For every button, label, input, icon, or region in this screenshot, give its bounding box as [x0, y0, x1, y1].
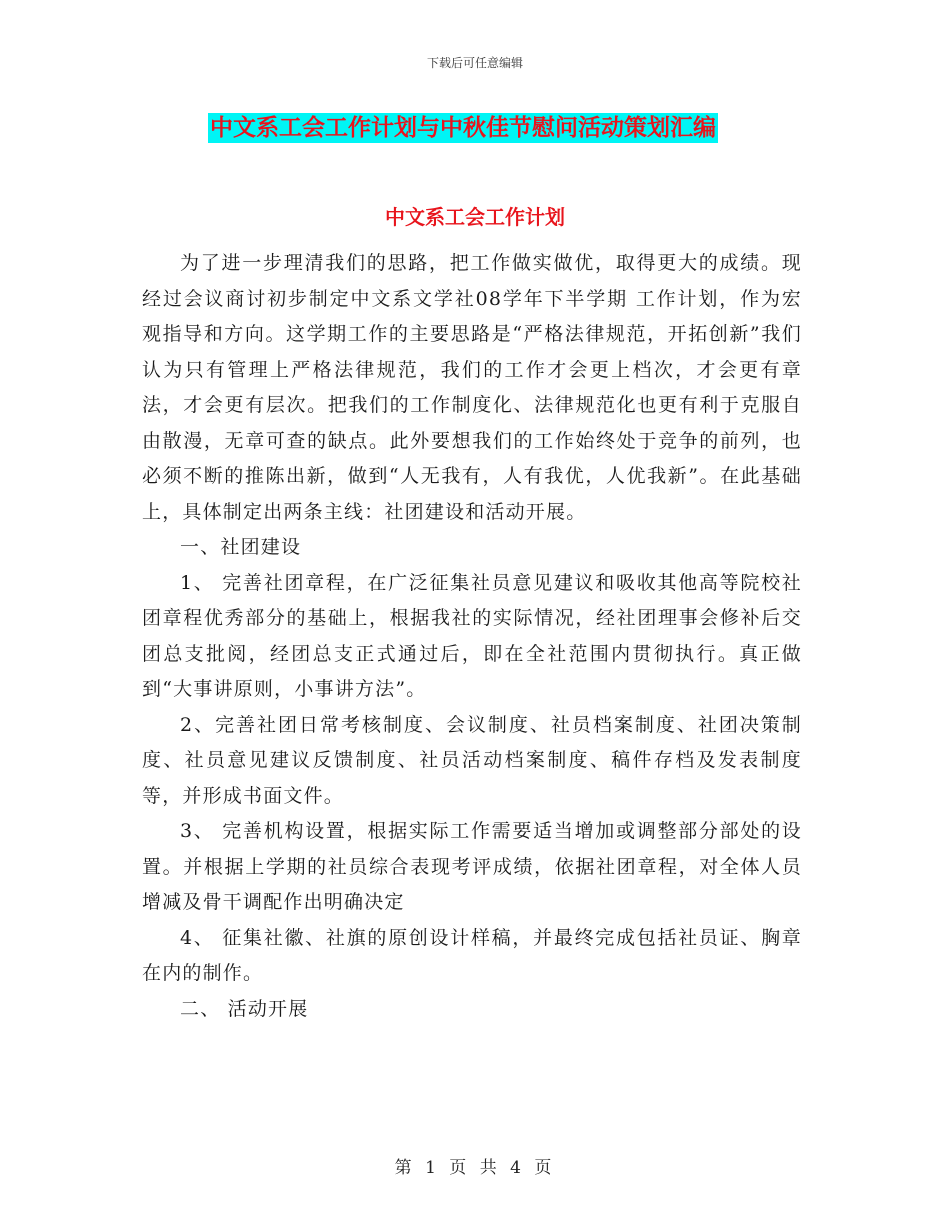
document-body	[142, 246, 802, 1027]
heading-club-building: 一、社团建设	[180, 536, 302, 558]
list-item-3: 3、 完善机构设置，根据实际工作需要适当增加或调整部分部处的设置。并根据上学期的社员综合表现考评成绩，依据社团章程，对全体人员增减及骨干调配作出明确决定	[142, 820, 802, 913]
list-item-1: 1、 完善社团章程，在广泛征集社员意见建议和吸收其他高等院校社团章程优秀部分的基础上，根据我社的实际情况，经社团理事会修补后交团总支批阅，经团总支正式通过后，即在全社范围内贯彻执行。真正做到“大事讲原则，小事讲方法”。	[142, 571, 802, 700]
intro-paragraph: 为了进一步理清我们的思路，把工作做实做优，取得更大的成绩。现经过会议商讨初步制定中文系文学社08学年下半学期 工作计划，作为宏观指导和方向。这学期工作的主要思路是“严格法律规范，开拓创新”我们认为只有管理上严格法律规范，我们的工作才会更上档次，才会更有章法，才会更有层次。把我们的工作制度化、法律规范化也更有利于克服自由散漫，无章可查的缺点。此外要想我们的工作始终处于竞争的前列，也必须不断的推陈出新，做到“人无我有，人有我优，人优我新”。在此基础上，具体制定出两条主线：社团建设和活动开展。	[142, 252, 802, 523]
list-item-4: 4、 征集社徽、社旗的原创设计样稿，并最终完成包括社员证、胸章在内的制作。	[142, 926, 802, 984]
heading-activities: 二、 活动开展	[180, 997, 309, 1020]
page-number: 第 1 页 共 4 页	[394, 1158, 556, 1178]
document-title: 中文系工会工作计划与中秋佳节慰问活动策划汇编	[210, 115, 716, 141]
list-item-2: 2、完善社团日常考核制度、会议制度、社员档案制度、社团决策制度、社员意见建议反馈制度、社员活动档案制度、稿件存档及发表制度等，并形成书面文件。	[142, 713, 802, 807]
section-title: 中文系工会工作计划	[385, 205, 565, 229]
header-note: 下载后可任意编辑	[426, 56, 523, 70]
